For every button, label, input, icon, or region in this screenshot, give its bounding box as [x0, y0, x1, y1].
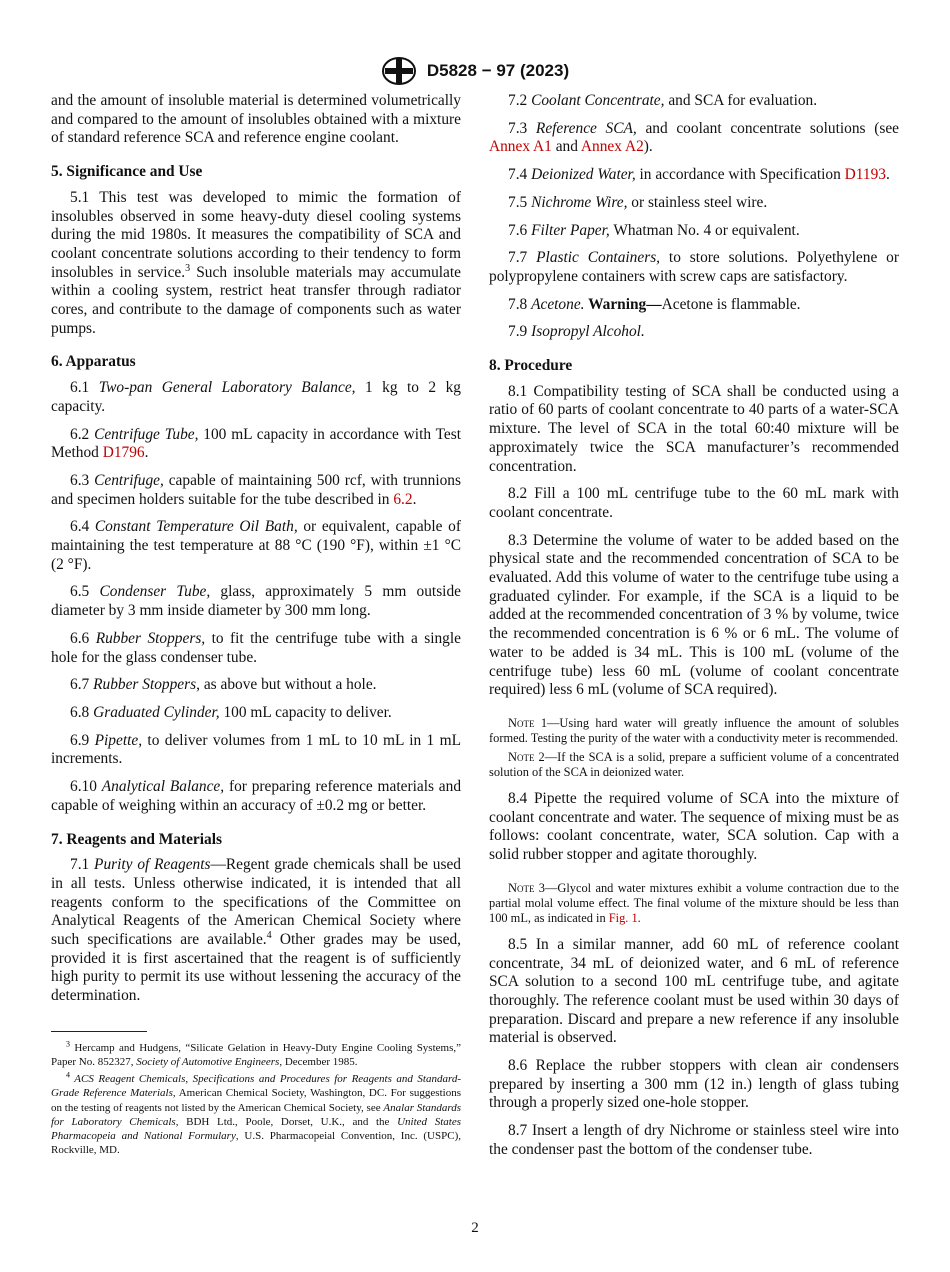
document-id: D5828 − 97 (2023) — [426, 61, 570, 80]
para-6-9: 6.9 Pipette, to deliver volumes from 1 mL to 10 mL in 1 mL increments. — [51, 731, 461, 768]
footnote-4: $^4$ ACS Reagent Chemicals, Specifications and Procedures for Reagents and Standard-Grade Reference Materials, American Chemical Society, Washington, DC. For suggestions on the testing of reagents not listed by the American Chemical Society, see Analar Standards for Laboratory Chemicals, BDH Ltd., Poole, Dorset, U.K., and the United States Pharmacopeia and National Formulary, U.S. Pharmacopeial Convention, Inc. (USPC), Rockville, MD. — [51, 1070, 461, 1157]
para-8-5: 8.5 In a similar manner, add 60 mL of reference coolant concentrate, 34 mL of deionized water, and 6 mL of reference SCA solution to a second 100 mL centrifuge tube, and agitate thoroughly. The reference coolant must be used within 30 days of preparation. Discard and prepare a new reference if any insoluble material is observed. — [489, 935, 899, 1047]
link-d1193[interactable]: D1193 — [844, 166, 886, 184]
note-3: Note 3—Glycol and water mixtures exhibit a volume contraction due to the partial molal volume effect. The final volume of the mixture should be less than 100 mL, as indicated in Fig. 1. — [489, 880, 899, 925]
para-5-1: 5.1 This test was developed to mimic the formation of insolubles observed in some heavy-duty diesel cooling systems during the mid 1980s. It measures the compatibility of SCA and coolant concentrate solutions according to their tendency to form insolubles in service.$^3$ Such insoluble materials may accumulate within a cooling system, restrict heat transfer through radiator cores, and contribute to the damage of components such as water pumps. — [51, 188, 461, 337]
para-7-5: 7.5 Nichrome Wire, or stainless steel wire. — [508, 193, 768, 211]
intro-paragraph: and the amount of insoluble material is determined volumetrically and compared to the amount of insolubles obtained with a mixture of standard reference SCA and reference engine coolant. — [51, 92, 461, 147]
para-6-7: 6.7 Rubber Stoppers, as above but without a hole. — [70, 676, 377, 694]
para-8-6: 8.6 Replace the rubber stoppers with clean air condensers prepared by inserting a 300 mm (12 in.) length of glass tubing through a properly sized one-hole stopper. — [489, 1057, 899, 1112]
link-d1796[interactable]: D1796 — [102, 444, 145, 462]
para-7-1: 7.1 Purity of Reagents—Regent grade chemicals shall be used in all tests. Unless otherwise indicated, it is intended that all reagents conform to the specifications of the Committee on Analytical Reagents of the American Chemical Society where such specifications are available.$^4$ Other grades may be used, provided it is first ascertained that the reagent is of sufficiently high purity to permit its use without lessening the accuracy of the determination. — [51, 856, 461, 1005]
link-fig-1[interactable]: Fig. 1 — [608, 910, 638, 925]
para-6-1: 6.1 Two-pan General Laboratory Balance, 1 kg to 2 kg capacity. — [51, 379, 461, 415]
para-7-8: 7.8 Acetone. Warning—Acetone is flammable. — [508, 295, 801, 313]
section-8-heading: 8. Procedure — [489, 357, 573, 375]
para-7-3: 7.3 Reference SCA, and coolant concentrate solutions (see Annex A1 and Annex A2). — [489, 119, 899, 156]
footnote-divider — [51, 1031, 147, 1032]
left-column — [51, 92, 461, 1160]
section-5-heading: 5. Significance and Use — [51, 163, 203, 181]
footnote-3: $^3$ Hercamp and Hudgens, “Silicate Gelation in Heavy-Duty Engine Cooling Systems,” Paper No. 852327, Society of Automotive Engineers, December 1985. — [51, 1039, 461, 1069]
para-7-2: 7.2 Coolant Concentrate, and SCA for evaluation. — [508, 92, 818, 109]
para-7-6: 7.6 Filter Paper, Whatman No. 4 or equivalent. — [508, 221, 800, 239]
note-2: Note 2—If the SCA is a solid, prepare a sufficient volume of a concentrated solution of the SCA in deionized water. — [489, 749, 899, 779]
para-6-3: 6.3 Centrifuge, capable of maintaining 500 rcf, with trunnions and specimen holders suitable for the tube described in 6.2. — [51, 471, 461, 508]
para-8-1: 8.1 Compatibility testing of SCA shall be conducted using a ratio of 60 parts of coolant concentrate to 40 parts of a water-SCA mixture. The level of SCA in the total 60:40 mixture will be approximately twice the SCA manufacturer’s recommended concentration. — [489, 382, 899, 475]
link-annex-a2[interactable]: Annex A2 — [580, 138, 644, 156]
para-6-2: 6.2 Centrifuge Tube, 100 mL capacity in accordance with Test Method D1796. — [51, 425, 461, 462]
para-6-4: 6.4 Constant Temperature Oil Bath, or equivalent, capable of maintaining the test temperature at 88 °C (190 °F), within ±1 °C (2 °F). — [51, 518, 461, 573]
para-8-2: 8.2 Fill a 100 mL centrifuge tube to the 60 mL mark with coolant concentrate. — [489, 485, 899, 521]
para-6-8: 6.8 Graduated Cylinder, 100 mL capacity to deliver. — [70, 703, 392, 721]
section-6-heading: 6. Apparatus — [51, 353, 136, 371]
astm-logo-icon — [381, 56, 417, 86]
section-7-heading: 7. Reagents and Materials — [51, 830, 222, 848]
para-7-9: 7.9 Isopropyl Alcohol. — [508, 323, 645, 341]
link-6-2[interactable]: 6.2 — [393, 490, 413, 508]
para-7-4: 7.4 Deionized Water, in accordance with Specification D1193. — [508, 166, 890, 184]
para-8-3: 8.3 Determine the volume of water to be added based on the physical state and the recommended concentration of SCA to be evaluated. Add this volume of water to the centrifuge tube using a graduated cylinder. For example, if the SCA is a liquid to be added at the recommended concentration of 3 % by volume, twice the recommended concentration is 6 % or 6 mL. The volume of water to be added is 34 mL. This is 100 mL (volume of the centrifuge tube) less 60 mL (volume of coolant concentrate required) less 6 mL (volume of SCA required). — [489, 531, 899, 699]
page-number: 2 — [471, 1220, 479, 1236]
para-8-4: 8.4 Pipette the required volume of SCA into the mixture of coolant concentrate and water. The sequence of mixing must be as follows: coolant concentrate, water, SCA solution. Cap with a solid rubber stopper and agitate thoroughly. — [489, 789, 899, 864]
page-header — [0, 56, 950, 86]
note-1: Note 1—Using hard water will greatly influence the amount of solubles formed. Testing the purity of the water with a conductivity meter is recommended. — [489, 715, 899, 745]
right-column — [489, 92, 899, 1169]
para-7-7: 7.7 Plastic Containers, to store solutions. Polyethylene or polypropylene containers with screw caps are satisfactory. — [489, 249, 899, 285]
para-6-5: 6.5 Condenser Tube, glass, approximately 5 mm outside diameter by 3 mm inside diameter by 300 mm long. — [51, 583, 461, 620]
para-6-10: 6.10 Analytical Balance, for preparing reference materials and capable of weighing within an accuracy of ±0.2 mg or better. — [51, 778, 462, 814]
link-annex-a1[interactable]: Annex A1 — [489, 138, 552, 156]
para-6-6: 6.6 Rubber Stoppers, to fit the centrifuge tube with a single hole for the glass condenser tube. — [51, 629, 461, 666]
para-8-7: 8.7 Insert a length of dry Nichrome or stainless steel wire into the condenser past the bottom of the condenser tube. — [489, 1122, 899, 1158]
